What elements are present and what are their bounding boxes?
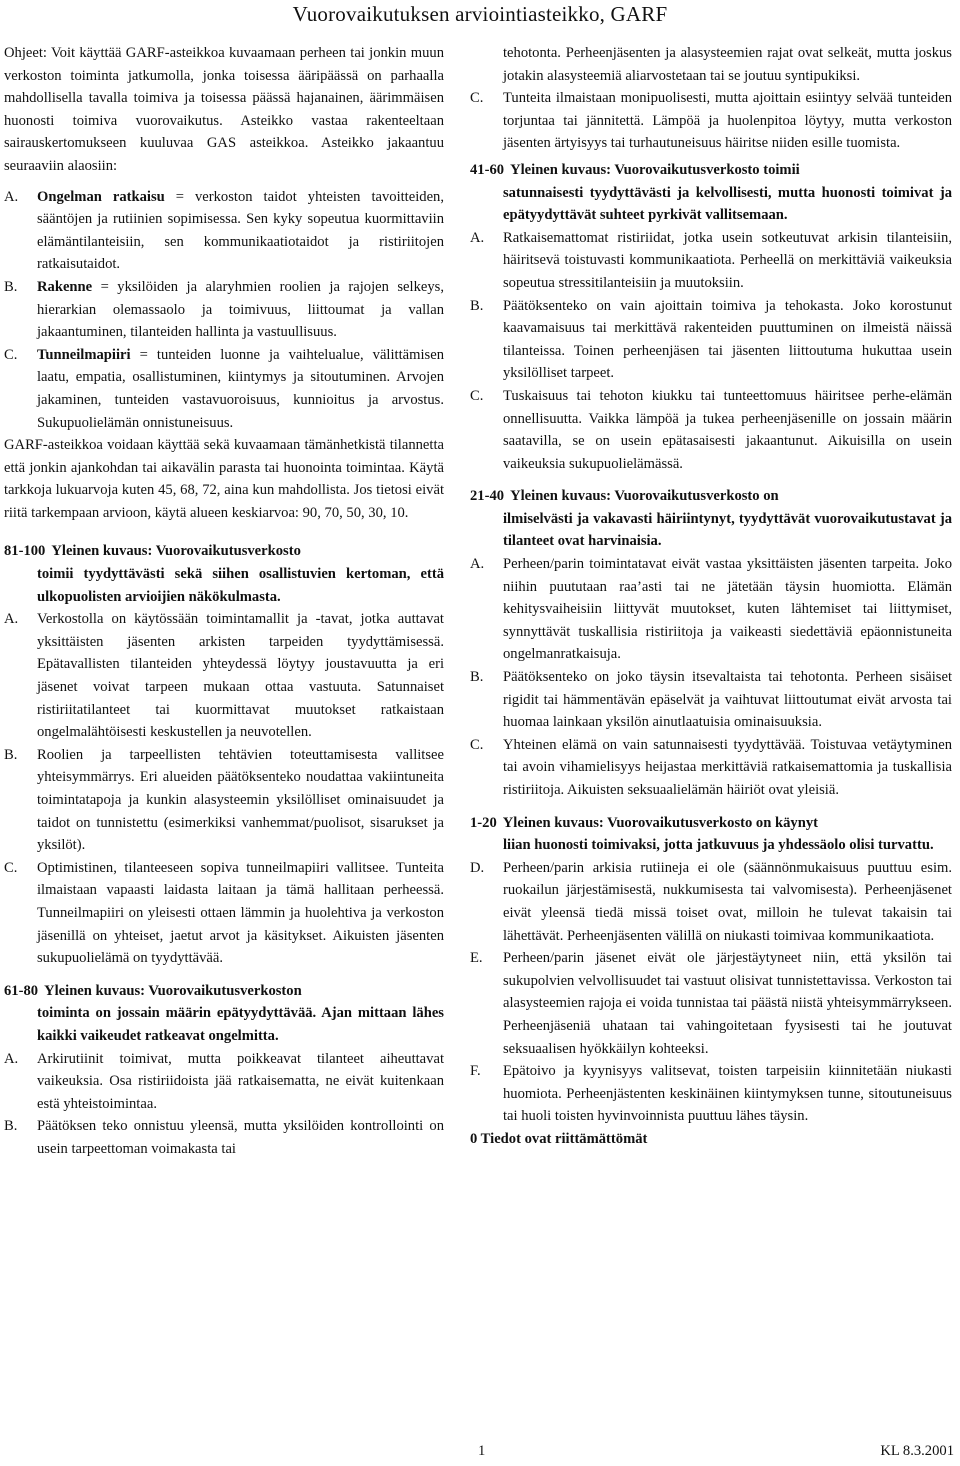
item-text: Ratkaisemattomat ristiriidat, jotka usein sotkeutuvat arkisin tilanteisiin, häiritsevä toistuvasti kommunikaatiota. Perheellä on merkittäviä vaikeuksia sopeutua stressitilanteisiin ja muutoksiin. bbox=[503, 229, 952, 291]
level-range: 41-60 bbox=[470, 161, 505, 178]
item-text: Tuskaisuus tai tehoton kiukku tai tunteettomuus häiritsee perhe-elämän onnellisuutta. Vaikka lämpöä ja tukea perheenjäsenille on jossain määrin saatavilla, se on usein epätasaisesti jakaantunut. Aikuisilla on usein vaikeuksia sukupuolielämässä. bbox=[503, 387, 952, 472]
no-info-line: 0 Tiedot ovat riittämättömät bbox=[470, 1130, 648, 1147]
intro-paragraph: Ohjeet: Voit käyttää GARF-asteikkoa kuvaamaan perheen tai jonkin muun verkoston toiminta jatkumolla, jonka toisessa ääripäässä on parhaalla mahdollisella tavalla toimiva ja toisessa päässä hajanainen, äärimmäisen huonosti toimiva vuorovaikutus. Asteikko vastaa rakenteeltaan sairauskertomukseen kuuluvaa GAS asteikkoa. Asteikko jakaantuu seuraaviin alaosiin: bbox=[4, 45, 444, 174]
level-heading-61-80: 61-80 Yleinen kuvaus: Vuorovaikutusverkoston toiminta on jossain määrin epätyydyttävää. Ajan mittaan lähes kaikki vaikeudet ratkeavat ongelmitta. bbox=[4, 980, 444, 1048]
level-item bbox=[470, 947, 952, 1060]
area-term: Rakenne bbox=[37, 278, 93, 295]
item-text: Roolien ja tarpeellisten tehtävien toteuttamisesta vallitsee yhteisymmärrys. Eri alueiden päätöksenteko noudattaa vakiintuneita toimintatapoja ja kunkin alasysteemin yksilölliset ominaisuudet ja taidot on tunnistettu (esimerkiksi vanhemmat/puolisot, sisarukset ja yksilöt). bbox=[37, 746, 444, 854]
item-mark: B. bbox=[4, 278, 18, 295]
item-text: Päätöksenteko on vain ajoittain toimiva ja tehokasta. Joko korostunut kaavamaisuus tai merkittävä rakenteiden puuttuminen on ilmeistä näissä tilanteissa. Toinen perheenjäsen tai jäsenten liittoutuma hukuttaa usein yksilölliset tarpeet. bbox=[503, 297, 952, 382]
item-text: Epätoivo ja kyynisyys valitsevat, toisten tarpeisiin kiinnitetään niukasti huomiota. Perheenjästenten keskinäinen kiintymyksen tunne, sitoutuneisuus tai huoli toisten hyvinvoinnista puuttuu lähes täysin. bbox=[503, 1063, 952, 1125]
level-heading-81-100: 81-100 Yleinen kuvaus: Vuorovaikutusverkosto toimii tyydyttävästi sekä siihen osallistuvien kertoman, että ulkopuolisten arvioijien näkökulmasta. bbox=[4, 540, 444, 608]
level-item bbox=[4, 857, 444, 970]
item-mark: A. bbox=[4, 1050, 19, 1067]
item-mark: D. bbox=[470, 859, 485, 876]
item-mark: A. bbox=[470, 556, 485, 573]
area-text: = yksilöiden ja alaryhmien roolien ja rajojen selkeys, hierarkian olemassaolo ja toimivuus, liittoumat ja vallan jakaantuminen, tilanteiden hallinta ja vastuullisuus. bbox=[37, 278, 444, 341]
area-text: = tunteiden luonne ja vaihtelualue, välittämisen laatu, empatia, osallistuminen, kiintymys ja sitoutuminen. Arvojen jakaminen, tunteiden vastavuoroisuus, kunnioitus ja arvostus. Sukupuolielämän onnistuneisuus. bbox=[37, 346, 444, 431]
level-item bbox=[4, 608, 444, 744]
item-mark: A. bbox=[4, 611, 19, 628]
area-term: Tunneilmapiiri bbox=[37, 346, 131, 363]
level-item-continued bbox=[470, 42, 952, 87]
level-range: 21-40 bbox=[470, 488, 505, 505]
level-item bbox=[4, 1048, 444, 1116]
area-term: Ongelman ratkaisu bbox=[37, 188, 165, 205]
item-mark: C. bbox=[470, 90, 484, 107]
level-item bbox=[470, 385, 952, 475]
item-mark: A. bbox=[470, 229, 485, 246]
item-text-start: Päätöksen teko onnistuu yleensä, mutta yksilöiden kontrollointi on usein tarpeettoman voimakasta tai bbox=[37, 1118, 444, 1157]
item-mark: C. bbox=[4, 346, 18, 363]
area-text: = verkoston taidot yhteisten tavoitteiden, sääntöjen ja rutiinien sopimisessa. Sen kyky sopeutua kuormittaviin elämäntilanteisiin, sen kommunikaatiotaidot ja ristiriitojen ratkaisutaidot. bbox=[37, 188, 444, 273]
item-text-continued: tehotonta. Perheenjäsenten ja alasysteemien rajat ovat selkeät, mutta joskus jotakin alasysteemiä aliarvostetaan tai se joutuu syntipukiksi. bbox=[503, 45, 952, 84]
usage-paragraph: GARF-asteikkoa voidaan käyttää sekä kuvaamaan tämänhetkistä tilannetta että jonkin ajankohdan tai aikavälin parasta tai huonointa toimintaa. Käytä tarkkoja lukuarvoja kuten 45, 68, 72, aina kun mahdollista. Jos tietosi eivät riitä tarkempaan arvioon, käytä alueen keskiarvoa: 90, 70, 50, 30, 10. bbox=[4, 437, 444, 521]
level-range: 1-20 bbox=[470, 814, 497, 831]
item-text: Arkirutiinit toimivat, mutta poikkeavat tilanteet aiheuttavat vaikeuksia. Osa ristiriidoista jää ratkaisematta, ne eivät kuitenkaan estä yhteistoimintaa. bbox=[37, 1050, 444, 1112]
level-range: 81-100 bbox=[4, 543, 46, 560]
item-text: Perheen/parin toimintatavat eivät vastaa yksittäisten jäsenten tarpeita. Joko niihin puututaan raa’asti tai ne jätetään täysin huomiotta. Elämän kehitysvaiheisiin liittyvät muutokset, kuten lähtemiset tai liittymiset, synnyttävät tuskallisia ristiriitoja ja vaikeasti siedettäviä epäonnistuneita ongelmanratkaisuja. bbox=[503, 556, 952, 663]
item-text: Perheen/parin jäsenet eivät ole järjestäytyneet niin, että yksilön tai sukupolvien velvollisuudet tai vastuut olisivat tunnistettavissa. Verkoston tai alasysteemien rajoja ei voida tunnistaa tai päästä niistä yhteisymmärrykseen. Perheenjäseniä uhataan tai vahingoitetaan fyysisesti tai he joutuvat seksuaalisen hyökkäilyn kohteeksi. bbox=[503, 950, 952, 1057]
level-item bbox=[4, 1115, 444, 1160]
item-mark: A. bbox=[4, 188, 19, 205]
item-text: Päätöksenteko on joko täysin itsevaltaista tai tehotonta. Perheen sisäiset rigidit tai hämmentävän epäselvät ja vaihtuvat liittoutumat eivät arvosta tai huomaa lainkaan yksilön ainutlaatuisia ominaisuuksia. bbox=[503, 669, 952, 731]
item-mark: F. bbox=[470, 1063, 481, 1080]
area-item bbox=[4, 186, 444, 276]
item-text: Perheen/parin arkisia rutiineja ei ole (säännönmukaisuus puuttuu esim. ruokailun järjestämisestä, nukkumisesta tai valvomisesta). Perheenjäsenet eivät yleensä tiedä missä toiset ovat, milloin he tulevat takaisin tai lähettävät. Perheenjäsenten välillä on niukasti toimivaa kommunikaatiota. bbox=[503, 859, 952, 944]
level-heading-1-20: 1-20 Yleinen kuvaus: Vuorovaikutusverkosto on käynyt liian huonosti toimivaksi, jotta jatkuvuus ja yhdessäolo olisi turvattu. bbox=[470, 812, 952, 857]
level-item bbox=[470, 1060, 952, 1128]
item-mark: E. bbox=[470, 950, 483, 967]
page-number: 1 bbox=[478, 1443, 486, 1459]
item-mark: B. bbox=[470, 669, 484, 686]
left-column bbox=[4, 42, 444, 1161]
item-mark: C. bbox=[470, 736, 484, 753]
area-item bbox=[4, 344, 444, 434]
level-heading-41-60: 41-60 Yleinen kuvaus: Vuorovaikutusverkosto toimii satunnaisesti tyydyttävästi ja kelvollisesti, mutta huonosti toimivat ja epätyydyttävät suhteet pyrkivät vallitsemaan. bbox=[470, 159, 952, 227]
item-text: Verkostolla on käytössään toimintamallit ja -tavat, jotka auttavat yksittäisten jäsenten arkisten tarpeiden tyydyttämisessä. Epätavallisten tilanteiden yhteydessä löytyy joustavuutta ja eri jäsenet voivat tarpeen mukaan ottaa vastuuta. Satunnaiset ristiriitatilanteet tai kuormittavat muutokset ratkaistaan ongelmalähtöisesti keskustellen ja neuvotellen. bbox=[37, 611, 444, 741]
level-item bbox=[470, 227, 952, 295]
level-item bbox=[470, 734, 952, 802]
item-mark: B. bbox=[4, 1118, 18, 1135]
item-text: Tunteita ilmaistaan monipuolisesti, mutta ajoittain esiintyy selvää tunteiden torjuntaa tai jännitettä. Lämpöä ja huolenpitoa löytyy, mutta verkoston jäsenten ärtyisyys tai turhautuneisuus häiritse niiden esille tuomista. bbox=[503, 90, 952, 152]
item-text: Yhteinen elämä on vain satunnaisesti tyydyttävää. Toistuvaa vetäytyminen tai avoin vihamielisyys heijastaa merkittäviä ratkaisemattomia ja tuskallisia ristiriitoja. Aikuisten seksuaalielämän häiriöt ovat yleisiä. bbox=[503, 736, 952, 798]
level-item bbox=[470, 666, 952, 734]
item-text: Optimistinen, tilanteeseen sopiva tunneilmapiiri vallitsee. Tunteita ilmaistaan vapaasti laidasta laitaan ja tämä hallitaan perheessä. Tunneilmapiiri on yleisesti ottaen lämmin ja huolehtiva ja verkoston jäsenillä on yhteiset, jaetut arvot ja käsitykset. Aikuisten jäsenten sukupuolielämä on tyydyttävää. bbox=[37, 859, 444, 967]
level-item bbox=[4, 744, 444, 857]
area-item bbox=[4, 276, 444, 344]
level-item bbox=[470, 553, 952, 666]
level-heading-21-40: 21-40 Yleinen kuvaus: Vuorovaikutusverkosto on ilmiselvästi ja vakavasti häiriintynyt, tyydyttävät vuorovaikutustavat ja tilanteet ovat harvinaisia. bbox=[470, 485, 952, 553]
right-column bbox=[470, 42, 952, 1151]
item-mark: B. bbox=[470, 297, 484, 314]
item-mark: C. bbox=[470, 387, 484, 404]
level-item bbox=[470, 295, 952, 385]
page-title: Vuorovaikutuksen arviointiasteikko, GARF bbox=[292, 2, 668, 26]
item-mark: B. bbox=[4, 746, 18, 763]
level-item bbox=[470, 857, 952, 947]
item-mark: C. bbox=[4, 859, 18, 876]
level-range: 61-80 bbox=[4, 982, 39, 999]
document-reference: KL 8.3.2001 bbox=[880, 1443, 954, 1459]
level-item bbox=[470, 87, 952, 155]
